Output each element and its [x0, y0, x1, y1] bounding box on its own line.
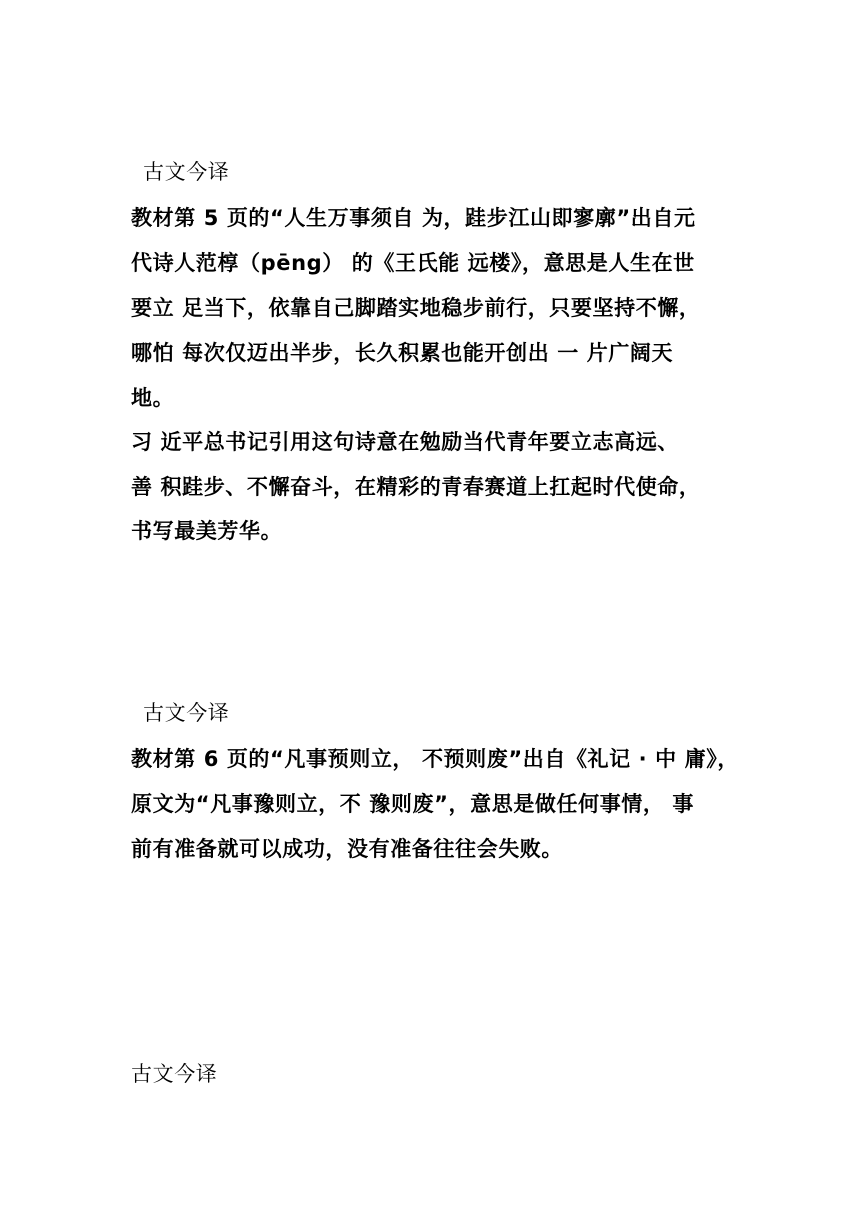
- paragraph-line: 书写最美芳华。: [131, 519, 283, 543]
- paragraph-line: 要立 足当下，依靠自己脚踏实地稳步前行，只要坚持不懈，: [131, 296, 701, 320]
- paragraph-line: 地。: [131, 386, 175, 410]
- paragraph-line: 习 近平总书记引用这句诗意在勉励当代青年要立志高远、: [131, 430, 679, 454]
- section-heading: 古文今译: [143, 160, 230, 184]
- paragraph-line: 善 积跬步、不懈奋斗，在精彩的青春赛道上扛起时代使命，: [131, 475, 701, 499]
- paragraph-line: 前有准备就可以成功，没有准备往往会失败。: [131, 837, 563, 861]
- paragraph-line: 哪怕 每次仅迈出半步，长久积累也能开创出 一 片广阔天: [131, 341, 674, 365]
- paragraph-line: 教材第 6 页的“凡事预则立， 不预则废”出自《礼记 · 中 庸》，: [131, 747, 739, 771]
- section-heading: 古文今译: [143, 701, 230, 725]
- paragraph-line: 教材第 5 页的“人生万事须自 为，跬步江山即寥廓”出自元: [131, 206, 696, 230]
- paragraph-line: 原文为“凡事豫则立，不 豫则废”，意思是做任何事情， 事: [131, 792, 695, 816]
- section-heading: 古文今译: [131, 1062, 218, 1086]
- paragraph-line: 代诗人范椁（pēng） 的《王氏能 远楼》，意思是人生在世: [131, 251, 695, 275]
